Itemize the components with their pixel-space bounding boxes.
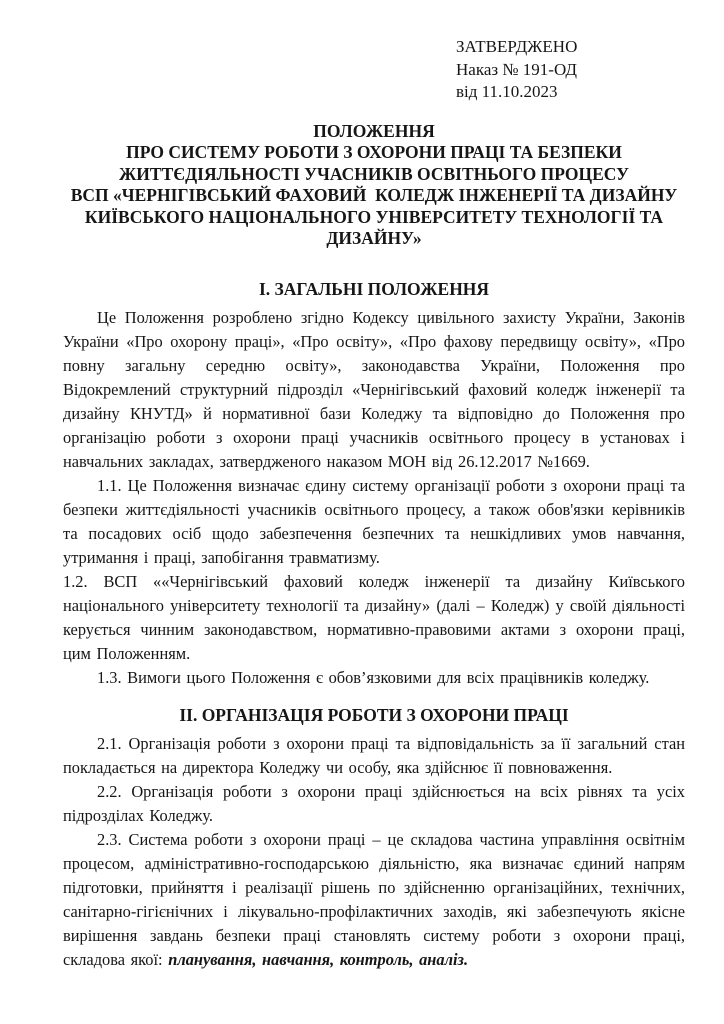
document-title-line: ПОЛОЖЕННЯ xyxy=(313,120,435,141)
document-content xyxy=(63,0,685,972)
paragraph-2-3 xyxy=(63,828,685,972)
paragraph-1-1: 1.1. Це Положення визначає єдину систему організації роботи з охорони праці та безпеки життєдіяльності учасників освітнього процесу, а також обов'язки керівників та посадових осіб щодо забезпечення безпечних та нешкідливих умов навчання, утримання і праці, запобігання травматизму. xyxy=(63,475,685,567)
paragraph-2-2: 2.2. Організація роботи з охорони праці здійснюється на всіх рівнях та усіх підрозділах Коледжу. xyxy=(63,781,685,825)
paragraph-2-3-emphasis: планування, навчання, контроль, аналіз. xyxy=(168,949,469,969)
section-1-heading: І. ЗАГАЛЬНІ ПОЛОЖЕННЯ xyxy=(258,278,490,299)
section-2-heading: ІІ. ОРГАНІЗАЦІЯ РОБОТИ З ОХОРОНИ ПРАЦІ xyxy=(179,704,569,725)
paragraph-2-1: 2.1. Організація роботи з охорони праці та відповідальність за її загальний стан покладається на директора Коледжу чи особу, яка здійснює її повноваження. xyxy=(63,733,685,777)
paragraph-1-2: 1.2. ВСП ««Чернігівський фаховий коледж інженерії та дизайну Київського національного університету технології та дизайну» (далі – Коледж) у своїй діяльності керується чинним законодавством, нормативно-правовими актами з охорони праці, цим Положенням. xyxy=(63,571,685,663)
approval-block xyxy=(456,36,685,104)
approval-order-date: від 11.10.2023 xyxy=(456,82,558,101)
paragraph-1-3: 1.3. Вимоги цього Положення є обов’язковими для всіх працівників коледжу. xyxy=(97,667,650,687)
paragraph-2-3-text: 2.3. Система роботи з охорони праці – це складова частина управління освітнім процесом, адміністративно-господарською діяльністю, яка визначає єдиний напрям підготовки, прийняття і реалізації рішень по здійсненню організаційних, технічних, санітарно-гігієнічних і лікувально-профілактичних заходів, які забезпечують якісне вирішення завдань безпеки праці становлять систему роботи з охорони праці, складова якої: xyxy=(63,829,685,969)
document-title-line: ПРО СИСТЕМУ РОБОТИ З ОХОРОНИ ПРАЦІ ТА БЕЗПЕКИ xyxy=(126,142,622,162)
paragraph-intro: Це Положення розроблено згідно Кодексу цивільного захисту України, Законів України «Про охорону праці», «Про освіту», «Про фахову передвищу освіту», «Про повну загальну середню освіту», законодавства України, Положення про Відокремлений структурний підрозділ «Чернігівський фаховий коледж інженерії та дизайну КНУТД» й нормативної бази Коледжу та відповідно до Положення про організацію роботи з охорони праці учасників освітнього процесу в установах і навчальних закладах, затвердженого наказом МОН від 26.12.2017 №1669. xyxy=(63,307,685,471)
document-title-line: ДИЗАЙНУ» xyxy=(326,228,422,248)
document-title-line: ЖИТТЄДІЯЛЬНОСТІ УЧАСНИКІВ ОСВІТНЬОГО ПРОЦЕСУ xyxy=(118,163,630,184)
document-title xyxy=(63,121,685,250)
document-title-line: ВСП «ЧЕРНІГІВСЬКИЙ ФАХОВИЙ КОЛЕДЖ ІНЖЕНЕРІЇ ТА ДИЗАЙНУ xyxy=(70,185,678,205)
approval-stamp-label: ЗАТВЕРДЖЕНО xyxy=(456,37,578,56)
document-title-line: КИЇВСЬКОГО НАЦІОНАЛЬНОГО УНІВЕРСИТЕТУ ТЕХНОЛОГІЇ ТА xyxy=(84,206,664,227)
approval-order-number: Наказ № 191-ОД xyxy=(456,59,577,79)
